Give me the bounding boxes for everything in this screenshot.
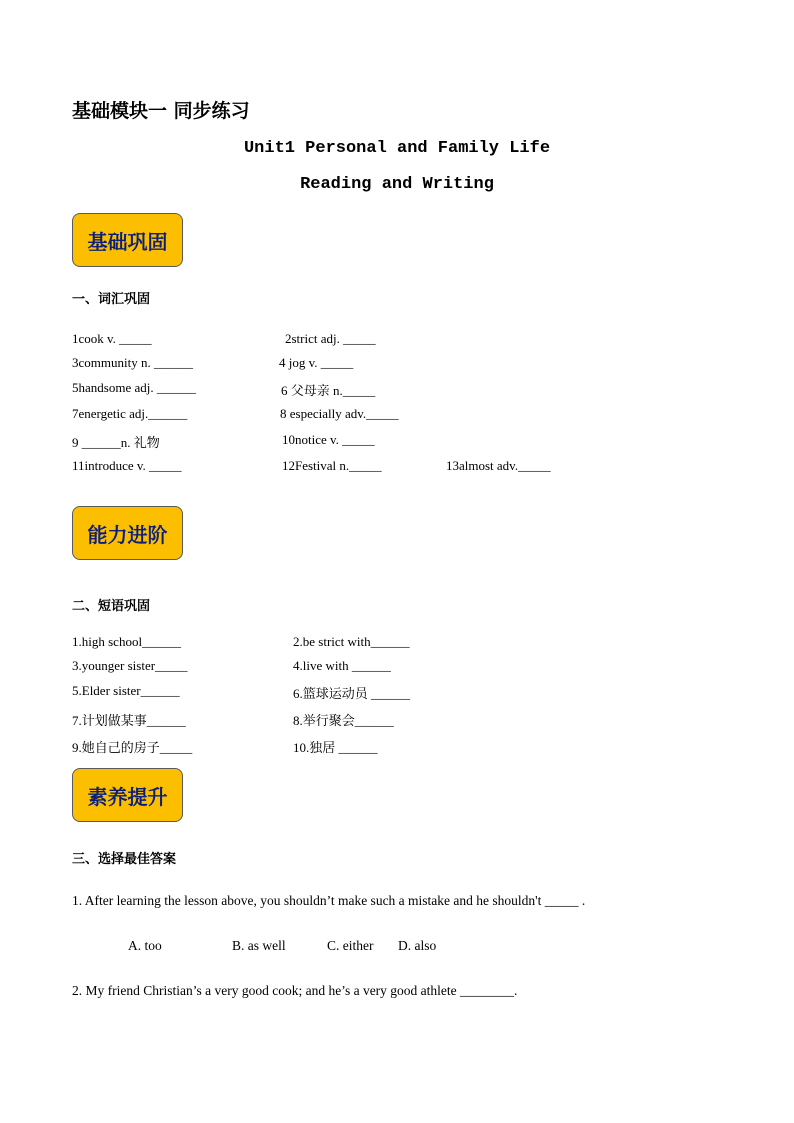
option-a: A. too — [128, 938, 162, 953]
vocab-item: 10notice v. _____ — [282, 432, 375, 447]
vocab-item: 7energetic adj.______ — [72, 406, 188, 421]
vocab-item: 4 jog v. _____ — [279, 355, 354, 370]
phrase-item: 10.独居 ______ — [293, 740, 378, 755]
phrase-item: 9.她自己的房子_____ — [72, 740, 193, 755]
vocab-item: 11introduce v. _____ — [72, 458, 182, 473]
vocab-item: 6 父母亲 n._____ — [281, 383, 376, 398]
vocab-item: 8 especially adv._____ — [280, 406, 399, 421]
phrase-item: 3.younger sister_____ — [72, 658, 188, 673]
section-vocabulary-title: 一、词汇巩固 — [72, 292, 151, 307]
phrase-item: 5.Elder sister______ — [72, 683, 180, 698]
vocab-item: 1cook v. _____ — [72, 331, 152, 346]
question-1: 1. After learning the lesson above, you shouldn’t make such a mistake and he shouldn't _____ . — [72, 893, 586, 908]
vocab-item: 12Festival n._____ — [282, 458, 382, 473]
badge-ability-advance: 能力进阶 — [72, 506, 183, 560]
vocab-item: 2strict adj. _____ — [285, 331, 376, 346]
badge-basic-consolidation: 基础巩固 — [72, 213, 183, 267]
vocab-item: 3community n. ______ — [72, 355, 193, 370]
lesson-title: Reading and Writing — [300, 175, 494, 194]
question-2: 2. My friend Christian’s a very good cook; and he’s a very good athlete ________. — [72, 983, 518, 998]
phrase-item: 4.live with ______ — [293, 658, 391, 673]
phrase-item: 6.篮球运动员 ______ — [293, 686, 411, 701]
phrase-item: 1.high school______ — [72, 634, 182, 649]
vocab-item: 5handsome adj. ______ — [72, 380, 196, 395]
phrase-item: 7.计划做某事______ — [72, 713, 186, 728]
option-c: C. either — [327, 938, 374, 953]
module-title: 基础模块一 同步练习 — [72, 100, 250, 122]
vocab-item: 13almost adv._____ — [446, 458, 551, 473]
phrase-item: 2.be strict with______ — [293, 634, 410, 649]
section-choice-title: 三、选择最佳答案 — [72, 852, 177, 867]
option-b: B. as well — [232, 938, 286, 953]
vocab-item: 9 ______n. 礼物 — [72, 435, 160, 450]
unit-title: Unit1 Personal and Family Life — [243, 139, 551, 158]
option-d: D. also — [398, 938, 437, 953]
phrase-item: 8.举行聚会______ — [293, 713, 394, 728]
section-phrases-title: 二、短语巩固 — [72, 599, 151, 614]
badge-literacy-improvement: 素养提升 — [72, 768, 183, 822]
